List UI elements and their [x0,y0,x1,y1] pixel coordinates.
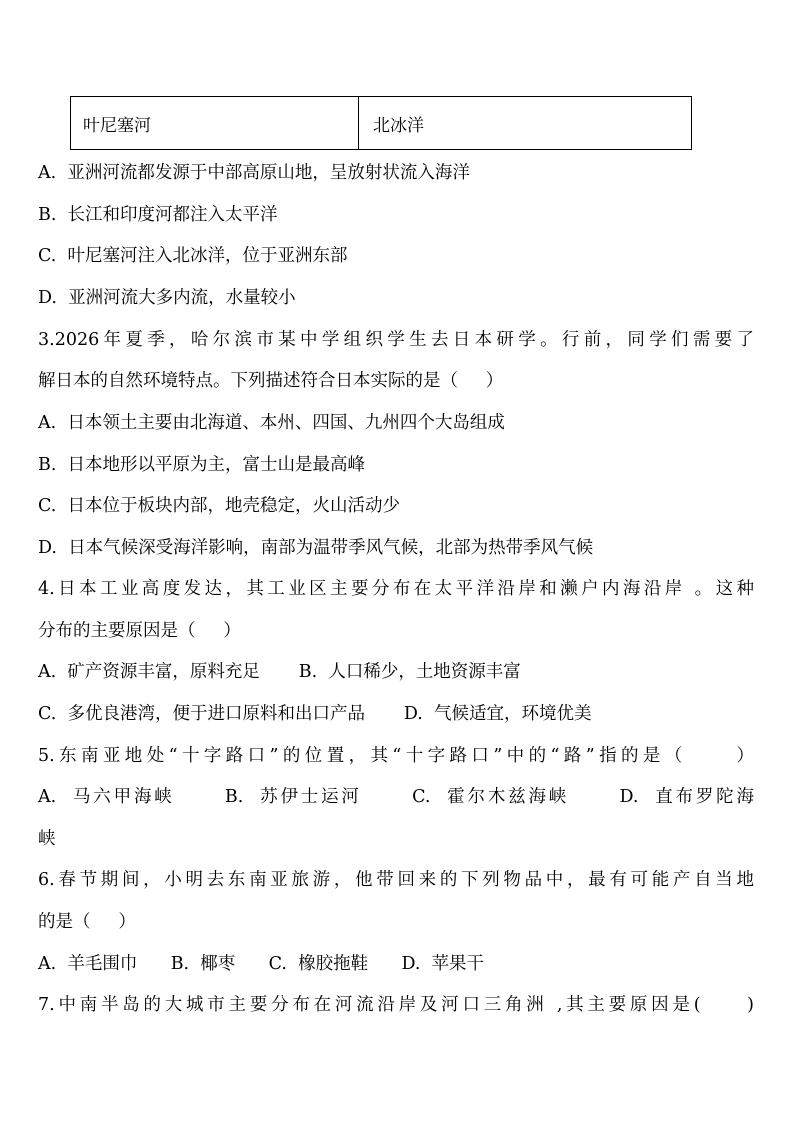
q5-options-line2: 峡 [38,829,56,849]
q3-option-b: B. 日本地形以平原为主，富士山是最高峰 [38,455,366,475]
q2-option-a: A. 亚洲河流都发源于中部高原山地，呈放射状流入海洋 [38,163,470,183]
q5-options-line1: A. 马六甲海峡 B. 苏伊士运河 C. 霍尔木兹海峡 D. 直布罗陀海 [38,787,754,807]
q4-options-line2: C. 多优良港湾，便于进口原料和出口产品 D. 气候适宜，环境优美 [38,704,592,724]
q3-stem-line1: 3.2026年夏季，哈尔滨市某中学组织学生去日本研学。行前，同学们需要了 [38,330,754,350]
q6-stem-line1: 6.春节期间，小明去东南亚旅游，他带回来的下列物品中，最有可能产自当地 [38,870,754,890]
table-cell-ocean: 北冰洋 [373,115,424,136]
q4-stem-line2: 分布的主要原因是（ ） [38,621,241,641]
q3-option-a: A. 日本领土主要由北海道、本州、四国、九州四个大岛组成 [38,413,505,433]
q2-option-d: D. 亚洲河流大多内流，水量较小 [38,288,296,308]
q4-stem-line1: 4.日本工业高度发达，其工业区主要分布在太平洋沿岸和濑户内海沿岸 。这种 [38,579,754,599]
q5-stem: 5.东南亚地处“十字路口”的位置，其“十字路口”中的“路”指的是（ ） [38,746,754,766]
q6-options: A. 羊毛围巾 B. 椰枣 C. 橡胶拖鞋 D. 苹果干 [38,954,485,974]
q7-stem: 7.中南半岛的大城市主要分布在河流沿岸及河口三角洲 ,其主要原因是( ) [38,995,754,1015]
river-ocean-table [70,96,692,150]
q2-option-c: C. 叶尼塞河注入北冰洋，位于亚洲东部 [38,246,348,266]
q6-stem-line2: 的是（ ） [38,912,136,932]
q3-option-d: D. 日本气候深受海洋影响，南部为温带季风气候，北部为热带季风气候 [38,538,594,558]
q2-option-b: B. 长江和印度河都注入太平洋 [38,205,278,225]
q3-option-c: C. 日本位于板块内部，地壳稳定，火山活动少 [38,496,400,516]
q3-stem-line2: 解日本的自然环境特点。下列描述符合日本实际的是（ ） [38,371,504,391]
table-cell-river: 叶尼塞河 [71,97,359,149]
q4-options-line1: A. 矿产资源丰富，原料充足 B. 人口稀少，土地资源丰富 [38,662,521,682]
